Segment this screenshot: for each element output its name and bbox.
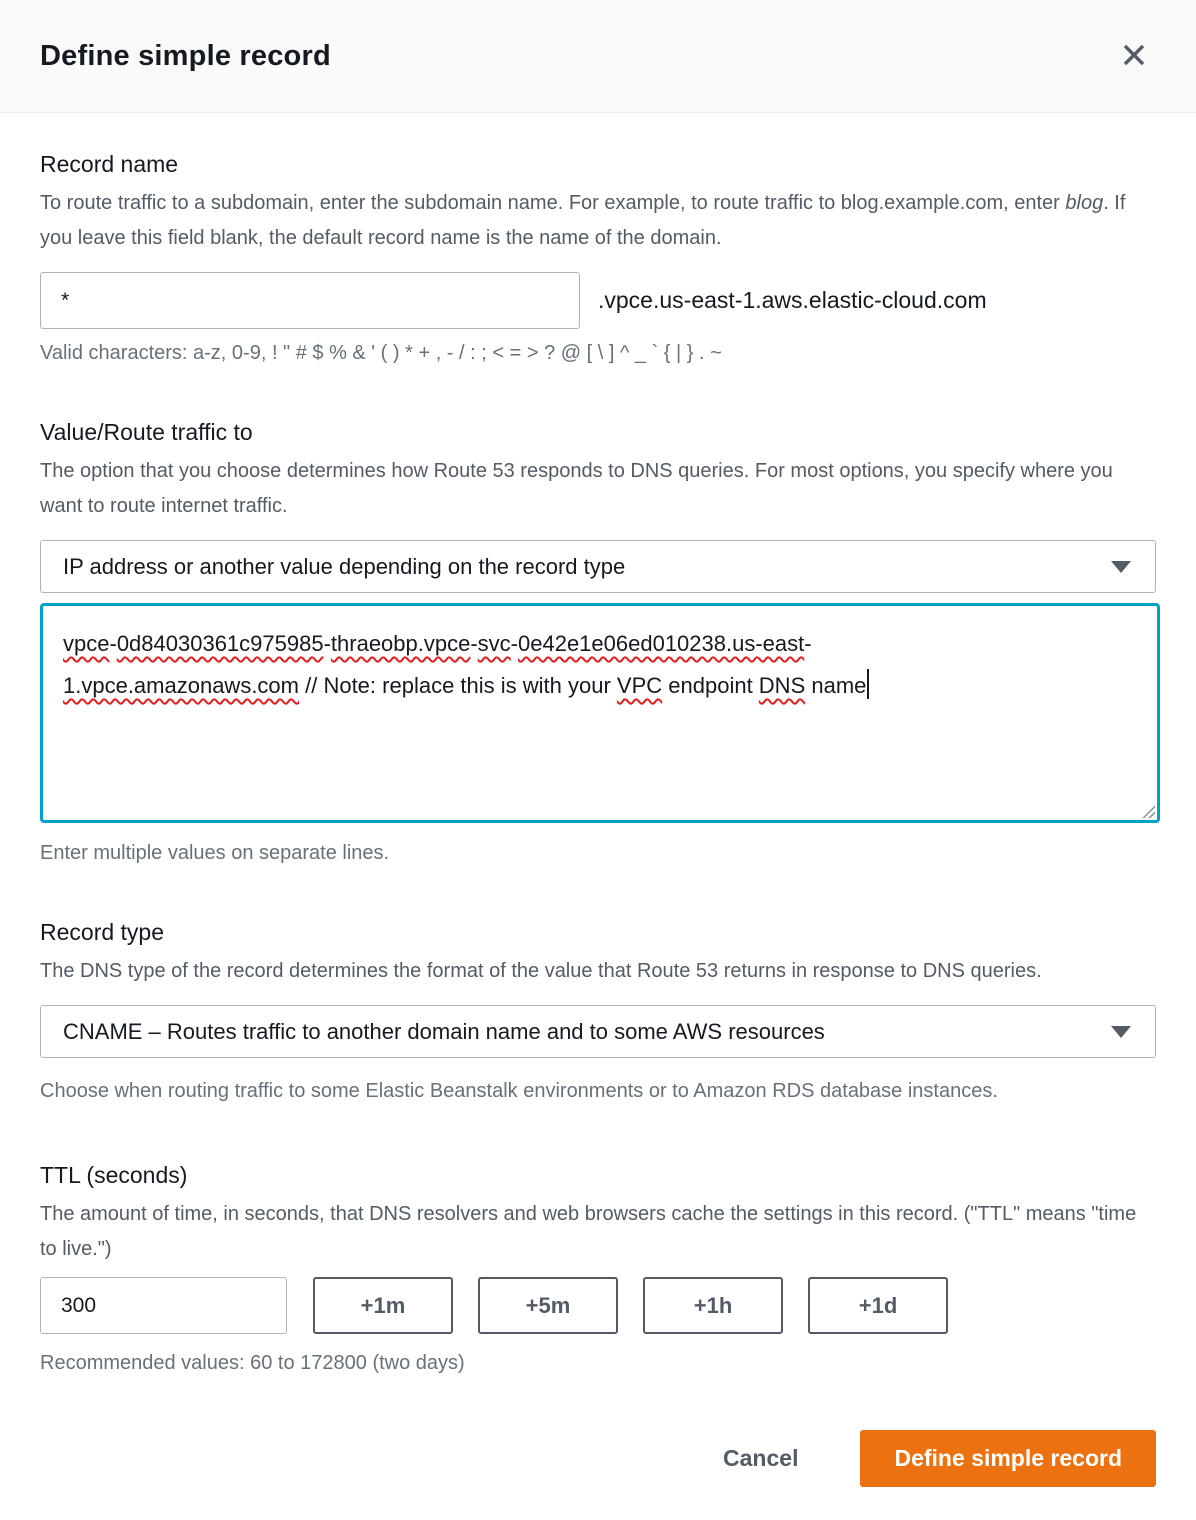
close-button[interactable] <box>1114 36 1154 76</box>
modal-body <box>0 113 1196 1487</box>
value-route-label: Value/Route traffic to <box>40 419 253 445</box>
spacer <box>40 1108 1156 1162</box>
ttl-label: TTL (seconds) <box>40 1162 188 1188</box>
text-cursor <box>867 669 869 699</box>
value-textarea[interactable] <box>40 603 1160 823</box>
spacer <box>40 365 1156 419</box>
value-type-select[interactable] <box>40 540 1156 593</box>
record-name-constraint: Valid characters: a-z, 0-9, ! " # $ % & ' ( ) * + , - / : ; < = > ? @ [ \ ] ^ _ ` { | } . ~ <box>40 342 722 364</box>
record-name-input[interactable] <box>40 272 580 329</box>
ttl-plus-1d-button[interactable]: +1d <box>808 1277 948 1334</box>
value-route-description: The option that you choose determines how Route 53 responds to DNS queries. For most options, you specify where you want to route internet traffic. <box>40 460 1113 517</box>
record-name-section <box>40 151 1156 365</box>
record-type-label: Record type <box>40 919 165 945</box>
record-name-description <box>40 186 1152 256</box>
modal-header <box>0 0 1196 113</box>
value-route-section <box>40 419 1156 865</box>
ttl-plus-5m-button[interactable]: +5m <box>478 1277 618 1334</box>
record-type-select[interactable] <box>40 1005 1156 1058</box>
record-name-label: Record name <box>40 151 179 177</box>
ttl-section <box>40 1162 1156 1375</box>
record-type-selected-option: CNAME – Routes traffic to another domain name and to some AWS resources <box>63 1018 825 1044</box>
chevron-down-icon <box>1111 561 1131 573</box>
record-type-description: The DNS type of the record determines the format of the value that Route 53 returns in response to DNS queries. <box>40 960 1042 982</box>
spacer <box>40 865 1156 919</box>
modal-footer <box>40 1430 1156 1487</box>
value-helper: Enter multiple values on separate lines. <box>40 842 390 864</box>
define-simple-record-button[interactable]: Define simple record <box>860 1430 1156 1487</box>
value-line: 1.vpce.amazonaws.com // Note: replace this is with your VPC endpoint DNS name <box>63 665 1137 707</box>
ttl-helper: Recommended values: 60 to 172800 (two days) <box>40 1352 465 1374</box>
ttl-plus-1h-button[interactable]: +1h <box>643 1277 783 1334</box>
record-name-desc-text: To route traffic to a subdomain, enter the subdomain name. For example, to route traffic to blog.example.com, enter <box>40 192 1066 214</box>
ttl-plus-1m-button[interactable]: +1m <box>313 1277 453 1334</box>
record-type-helper: Choose when routing traffic to some Elastic Beanstalk environments or to Amazon RDS database instances. <box>40 1080 998 1102</box>
value-type-selected-option: IP address or another value depending on the record type <box>63 553 626 579</box>
chevron-down-icon <box>1111 1026 1131 1038</box>
resize-handle-icon[interactable] <box>1140 803 1155 818</box>
ttl-row <box>40 1277 1156 1334</box>
ttl-description: The amount of time, in seconds, that DNS resolvers and web browsers cache the settings in this record. ("TTL" means "time to live.") <box>40 1203 1137 1260</box>
record-type-section <box>40 919 1156 1108</box>
page-title: Define simple record <box>40 39 331 72</box>
cancel-button[interactable]: Cancel <box>723 1445 799 1471</box>
record-name-row <box>40 272 1156 329</box>
domain-suffix: .vpce.us-east-1.aws.elastic-cloud.com <box>598 287 987 313</box>
value-line: vpce-0d84030361c975985-thraeobp.vpce-svc-0e42e1e06ed010238.us-east- <box>63 631 812 656</box>
record-name-desc-text2: . If you leave this field blank, the default record name is the name of the domain. <box>40 192 1126 249</box>
record-name-desc-italic: blog <box>1065 192 1104 214</box>
ttl-input[interactable] <box>40 1277 287 1334</box>
close-icon <box>1119 40 1149 73</box>
